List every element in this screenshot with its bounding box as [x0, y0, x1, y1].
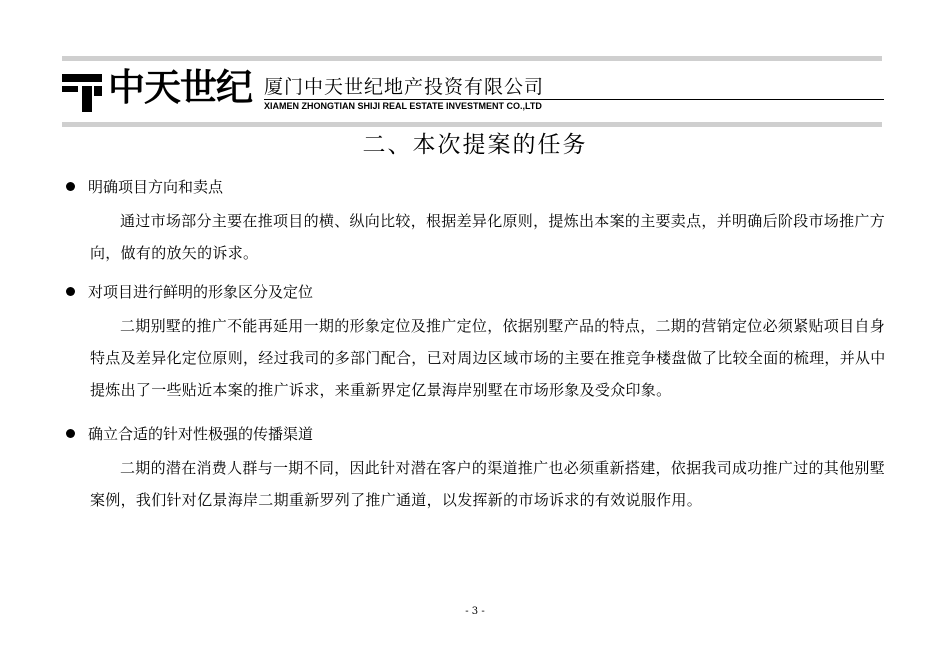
- bullet-icon: [66, 182, 75, 191]
- section-body-3: 二期的潜在消费人群与一期不同，因此针对潜在客户的渠道推广也必须重新搭建，依据我司成功推广过的其他别墅案例，我们针对亿景海岸二期重新罗列了推广通道，以发挥新的市场诉求的有效说服作用。: [90, 459, 886, 509]
- section-heading-text: 确立合适的针对性极强的传播渠道: [88, 425, 314, 443]
- header-top-band: [62, 56, 882, 61]
- section-body-2: 二期别墅的推广不能再延用一期的形象定位及推广定位，依据别墅产品的特点，二期的营销定位必须紧贴项目自身特点及差异化定位原则，经过我司的多部门配合，已对周边区域市场的主要在推竞争楼盘做了比较全面的梳理，并从中提炼出了一些贴近本案的推广诉求，来重新界定亿景海岸别墅在市场形象及受众印象。: [90, 317, 886, 399]
- section-heading-text: 对项目进行鲜明的形象区分及定位: [88, 283, 314, 301]
- logo-wordmark: 中天世纪: [108, 66, 252, 109]
- header-rule: [264, 99, 884, 100]
- company-name-en: XIAMEN ZHONGTIAN SHIJI REAL ESTATE INVESTMENT CO.,LTD: [264, 101, 542, 111]
- page-number: - 3 -: [465, 606, 485, 617]
- section-body-1: 通过市场部分主要在推项目的横、纵向比较，根据差异化原则，提炼出本案的主要卖点，并明确后阶段市场推广方向，做有的放矢的诉求。: [90, 212, 886, 262]
- header-bottom-band: [62, 122, 882, 127]
- company-logo-icon: [62, 74, 102, 112]
- company-name-cn: 厦门中天世纪地产投资有限公司: [264, 76, 545, 98]
- bullet-icon: [66, 287, 75, 296]
- page-title: 二、本次提案的任务: [362, 132, 588, 158]
- section-heading-text: 明确项目方向和卖点: [88, 178, 224, 196]
- bullet-icon: [66, 429, 75, 438]
